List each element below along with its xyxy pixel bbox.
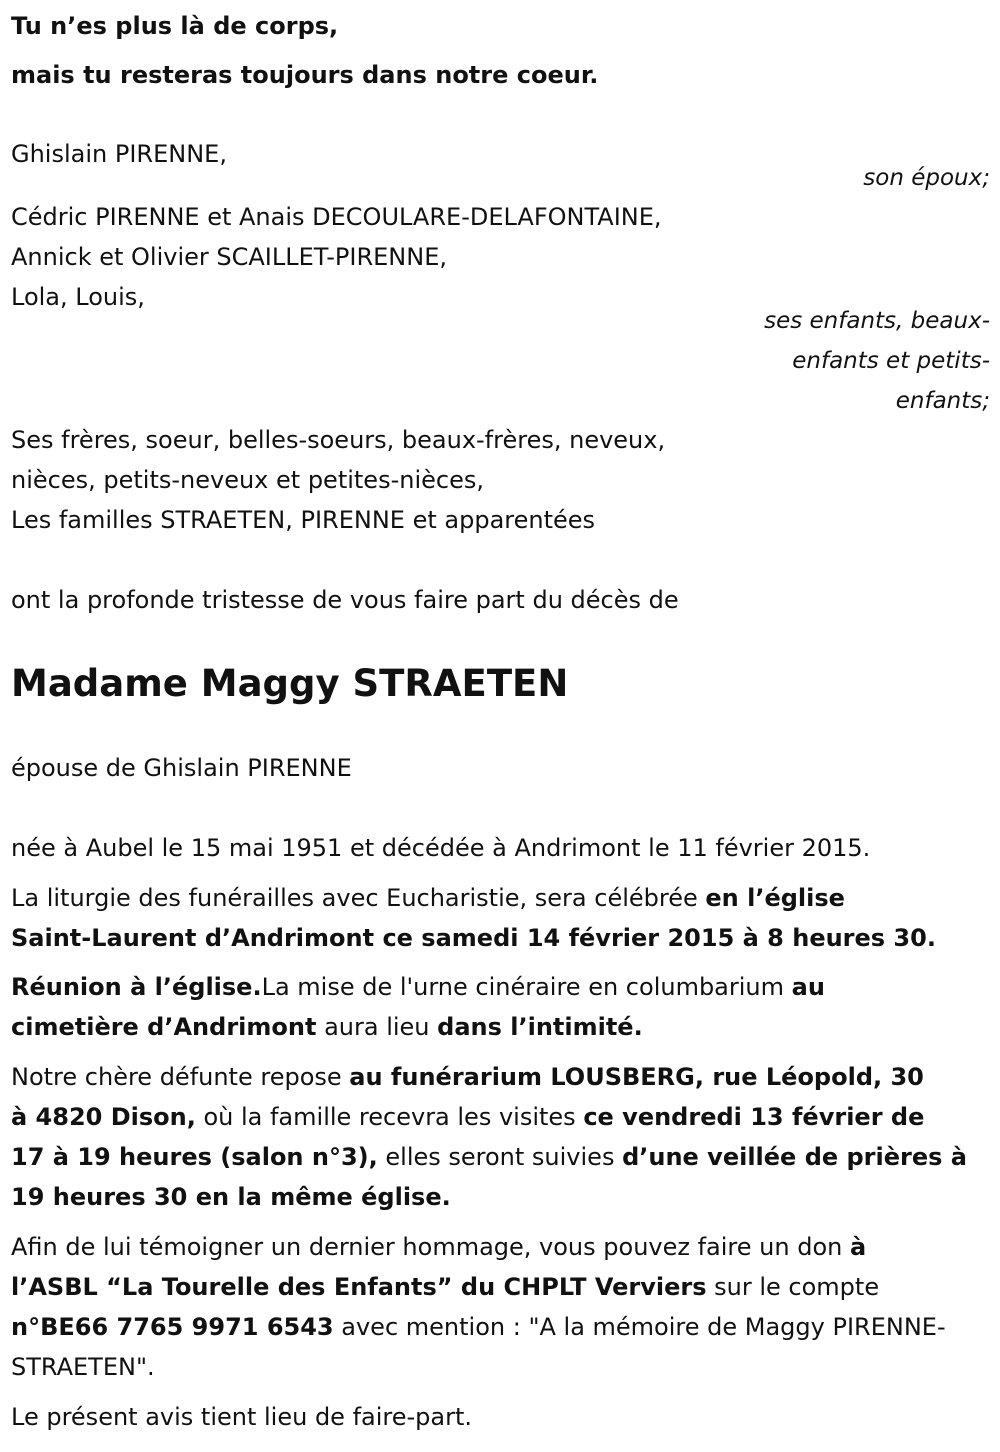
closing-note: Le présent avis tient lieu de faire-part. [11,1403,473,1431]
funerarium-line-2 [11,1097,924,1137]
donation-line-4: STRAETEN". [11,1353,155,1381]
funerarium-visits: où la famille recevra les visites [195,1103,584,1131]
spouse-role: son époux; [863,165,990,191]
donation-line-2 [11,1267,879,1307]
reunion-line-2 [11,1007,643,1047]
reunion-line-1 [11,967,825,1007]
donation-to: à [849,1233,867,1261]
reunion-heading: Réunion à l’église. [11,973,262,1001]
liturgy-text: La liturgie des funérailles avec Eucharistie, sera célébrée [11,884,706,912]
funerarium-address: au funérarium LOUSBERG, rue Léopold, 30 [349,1063,924,1091]
funerarium-hours: 17 à 19 heures (salon n°3), [11,1143,378,1171]
birth-death: née à Aubel le 15 mai 1951 et décédée à Andrimont le 11 février 2015. [11,834,871,862]
announcement: ont la profonde tristesse de vous faire part du décès de [11,586,679,614]
child-line-3: Lola, Louis, [11,283,145,311]
donation-line-1 [11,1227,866,1267]
reunion-cemetery: cimetière d’Andrimont [11,1013,317,1041]
spouse-of: épouse de Ghislain PIRENNE [11,754,352,782]
reunion-text-2: aura lieu [316,1013,438,1041]
funerarium-vigil: d’une veillée de prières à [622,1143,967,1171]
liturgy-line-1 [11,878,845,918]
child-line-2: Annick et Olivier SCAILLET-PIRENNE, [11,243,447,271]
funerarium-line-1 [11,1057,924,1097]
donation-line-3 [11,1307,946,1347]
spouse-name: Ghislain PIRENNE, [11,140,227,168]
children-role-line-3: enfants; [895,388,990,414]
reunion-at: au [791,973,825,1001]
children-role-line-1: ses enfants, beaux- [764,308,990,334]
funerarium-followed: elles seront suivies [377,1143,623,1171]
reunion-text: La mise de l'urne cinéraire en columbarium [261,973,792,1001]
funerarium-date: ce vendredi 13 février de [583,1103,925,1131]
reunion-intimacy: dans l’intimité. [437,1013,643,1041]
relatives-line-3: Les familles STRAETEN, PIRENNE et apparentées [11,506,596,534]
liturgy-line-2: Saint-Laurent d’Andrimont ce samedi 14 février 2015 à 8 heures 30. [11,924,936,952]
child-line-1: Cédric PIRENNE et Anais DECOULARE-DELAFONTAINE, [11,203,662,231]
funerarium-text: Notre chère défunte repose [11,1063,350,1091]
relatives-line-1: Ses frères, soeur, belles-soeurs, beaux-frères, neveux, [11,426,666,454]
intro-line-2: mais tu resteras toujours dans notre coeur. [11,61,599,89]
donation-organization: l’ASBL “La Tourelle des Enfants” du CHPLT Verviers [11,1273,707,1301]
children-role-line-2: enfants et petits- [792,348,990,374]
funerarium-line-3 [11,1137,967,1177]
donation-account-number: n°BE66 7765 9971 6543 [11,1313,334,1341]
deceased-name: Madame Maggy STRAETEN [11,662,569,705]
funerarium-city: à 4820 Dison, [11,1103,196,1131]
donation-account-label: sur le compte [706,1273,880,1301]
funerarium-line-4: 19 heures 30 en la même église. [11,1183,451,1211]
relatives-line-2: nièces, petits-neveux et petites-nièces, [11,466,484,494]
donation-mention: avec mention : "A la mémoire de Maggy PIRENNE- [333,1313,946,1341]
intro-line-1: Tu n’es plus là de corps, [11,12,339,40]
liturgy-church: en l’église [705,884,845,912]
donation-text: Afin de lui témoigner un dernier hommage, vous pouvez faire un don [11,1233,850,1261]
